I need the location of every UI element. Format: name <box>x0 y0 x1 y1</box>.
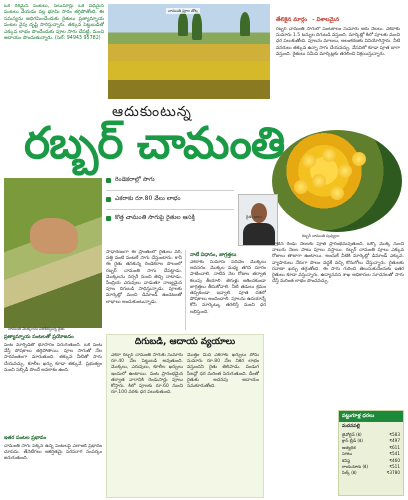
yield-income-title: దిగుబడి, ఆదాయ వ్యయాలు <box>134 337 236 347</box>
price-label: కనిష్ఠ <box>342 457 351 463</box>
callout-list <box>106 176 234 222</box>
column2-text: సాధారణంగా ఈ ప్రాంతంలో రైతులు వరి, పత్తి వంటి పంటలే సాగు చేస్తుంటారు. కానీ ఈ రైతు తనకున్న రెండెకరాల పొలంలో రబ్బర్ చామంతి సాగు చేపట్టాడు. మొక్కలను నర్సరీ నుంచి తెచ్చి నాటాడు. సేంద్రియ ఎరువులు వాడుతూ నాణ్యమైన పూల దిగుబడి సాధిస్తున్నాడు. పూలకు మార్కెట్లో మంచి డిమాండ్ ఉండటంతో లాభాలు అందుకుంటున్నాడు. <box>106 250 182 305</box>
left-lower-text-1: పంట మార్పిడితో భూసారం పెరుగుతుంది. ఒకే పంట వేస్తే పోషకాలు తగ్గిపోతాయి. పూల సాగుతో నేల సారవంతంగా మారుతుంది. తక్కువ నీటితో సాగు చేయవచ్చు. కూలీల ఖర్చు కూడా తక్కువే. ప్రభుత్వం నుంచి సబ్సిడీ పొందే అవకాశం ఉంది. <box>4 343 102 373</box>
price-value: ₹583 <box>389 432 400 437</box>
flower-caption: రబ్బర్ చామంతి పువ్వులు <box>302 233 340 238</box>
farmer-portrait <box>238 194 278 246</box>
left-lower-heading-1: ప్రత్యామ్నాయ పంటలతో ప్రయోజనం <box>4 334 74 340</box>
callout-item <box>106 176 234 184</box>
price-box <box>338 410 404 496</box>
left-lower-section <box>4 334 102 490</box>
right-lower-text: నాటిన రెండు నెలలకు పూత ప్రారంభమవుతుంది. ఒక్కో మొక్క నుంచి నాలుగు నెలల పాటు పూలు వస్తాయి. రబ్బర్ చామంతి పూలు ఎక్కువ రోజులు తాజాగా ఉంటాయి. అందుకే వీటికి మార్కెట్లో డిమాండ్ ఎక్కువ. వ్యాపారులు నేరుగా పొలం వద్దకే వచ్చి కొనుగోలు చేస్తున్నారు. రైతులకు రవాణా ఖర్చు తగ్గుతోంది. ఈ సాగు గురించి తెలుసుకునేందుకు ఇతర రైతులు కూడా వస్తున్నారు. ఉద్యానవన శాఖ అధికారుల సూచనలతో సాగు చేస్తే మరింత లాభం పొందవచ్చు. <box>272 242 404 285</box>
price-label: రాయచూరు (కి) <box>342 464 369 470</box>
price-value: ₹611 <box>389 444 400 450</box>
yield-income-box <box>106 334 264 498</box>
headline-big: రబ్బర్ చామంతి <box>24 118 285 169</box>
price-value: ₹511 <box>389 464 400 470</box>
left-lower-text-2: చామంతి సాగు పక్కన ఉన్న పంటలపై ఎలాంటి ప్రభావం చూపదు. తేనెటీగలు ఆకర్షితమై పరపరాగ సంపర్కం జరుగుతుంది. <box>4 444 102 462</box>
hand-caption: చామంతి మొక్కలను పరిశీలిస్తున్న రైతు <box>8 326 65 331</box>
price-value: ₹460 <box>389 457 400 463</box>
price-label: సగటు <box>342 451 353 457</box>
column3-text: ఎకరాకు సుమారు పదివేల మొక్కలు అవసరం. మొక్కల మధ్య తగిన దూరం పాటించాలి. నాటిన నెల రోజుల తర్వాత కలుపు తీయాలి. తెగుళ్లు ఆశించకుండా జాగ్రత్తలు తీసుకోవాలి. నీటి తడులు క్రమం తప్పకుండా ఇవ్వాలి. పూత దశలో పోషకాలు అందించాలి. పూలను ఉదయాన్నే కోసి మార్కెట్కు తరలిస్తే మంచి ధర లభిస్తుంది. <box>190 260 266 315</box>
field-photo <box>108 4 270 99</box>
price-label: అత్యధిక <box>342 444 356 450</box>
price-value: ₹497 <box>389 438 400 444</box>
yield-income-text-right: మొత్తం మీద ఎకరాకు ఖర్చులు పోను సుమారు రూ.80 వేల నికర లాభం వస్తుందని రైతు తెలిపాడు. పండుగ సీజన్లో ధర మరింత పెరుగుతుంది. దీంతో రైతుకు అదనపు ఆదాయం సమకూరుతోంది. <box>187 353 259 390</box>
callout-text: ఎకరాకు రూ.80 వేలు లాభం <box>115 195 181 202</box>
price-header: పట్టుగూళ్ల ధరలు <box>339 411 403 422</box>
callout-item <box>106 195 234 203</box>
flower-photo <box>272 130 402 232</box>
headline-small: ఆదుకుంటున్న <box>112 104 192 120</box>
callout-text: రెండెకరాల్లో సాగు <box>115 176 155 183</box>
right-column-title: తేలికైన మార్గం <box>276 17 308 23</box>
right-column-text: రబ్బర్ చామంతి సాగులో పంటకాలం సుమారు ఆరు నెలలు. ఎకరాకు సుమారు 1.5 టన్నుల దిగుబడి వస్తుంది. మార్కెట్లో కిలో పూలకు మంచి ధర పలుకుతోంది. పూలను మాలలు, అలంకరణకు వినియోగిస్తారు. నీటి వనరులు తక్కువ ఉన్నా సాగు చేయవచ్చు. వేసవిలో కూడా పూత బాగా వస్తుంది. రైతులు సమీప మార్కెట్లకు తరలించి విక్రయిస్తున్నారు. <box>276 27 400 57</box>
price-label: క్రాస్ బ్రీడ్ (కి) <box>342 438 363 444</box>
yield-income-text-left: ఎకరా రబ్బర్ చామంతి సాగుకు సుమారు రూ.40 వేల పెట్టుబడి అవుతుంది. మొక్కలు, ఎరువులు, కూలీల ఖర్చులు ఇందులో ఉంటాయి. పంట ప్రారంభమైన తర్వాత వారానికి రెండుసార్లు పూలు కోస్తారు. కిలో పూలకు రూ.60 నుంచి రూ.100 వరకు ధర పలుకుతుంది. <box>111 353 183 396</box>
left-lower-heading-2: ఇతర పంటల ప్రభావం <box>4 435 47 441</box>
price-value: ₹541 <box>389 451 400 457</box>
callout-text: కొత్త చామంతి సాగుపై రైతుల ఆసక్తి <box>115 214 195 221</box>
right-column <box>272 4 404 128</box>
portrait-caption: రైతు బాబు <box>246 214 262 219</box>
hand-photo <box>4 178 102 328</box>
field-photo-caption: చామంతి పూల తోట <box>168 8 198 13</box>
price-row <box>339 470 403 476</box>
price-value: ₹3780 <box>386 470 400 476</box>
price-label: సిల్క్ (కి) <box>342 470 357 476</box>
price-label: బైవోల్టిన్ (కి) <box>342 432 362 437</box>
right-column-subtitle: - విశాలమైన <box>312 17 340 23</box>
intro-text: ఒకే రకమైన పంటలు, పలుమార్లు ఒకే విధమైన పంటలు వేయడం వల్ల భూమి సారం తగ్గిపోతోంది. ఈ సమస్యను అధిగమించేందుకు రైతులు ప్రత్యామ్నాయ పంటల వైపు దృష్టి సారిస్తున్నారు. తక్కువ పెట్టుబడితో ఎక్కువ లాభం పొందేందుకు పూల సాగు చేపట్టి, మంచి ఆదాయం పొందుతున్నారు. (సెల్: 94943 95782) <box>4 4 104 42</box>
column2-heading: నాటే విధానం, జాగ్రత్తలు <box>190 252 237 258</box>
callout-item <box>106 214 234 222</box>
price-market: మదనపల్లి <box>342 424 360 429</box>
